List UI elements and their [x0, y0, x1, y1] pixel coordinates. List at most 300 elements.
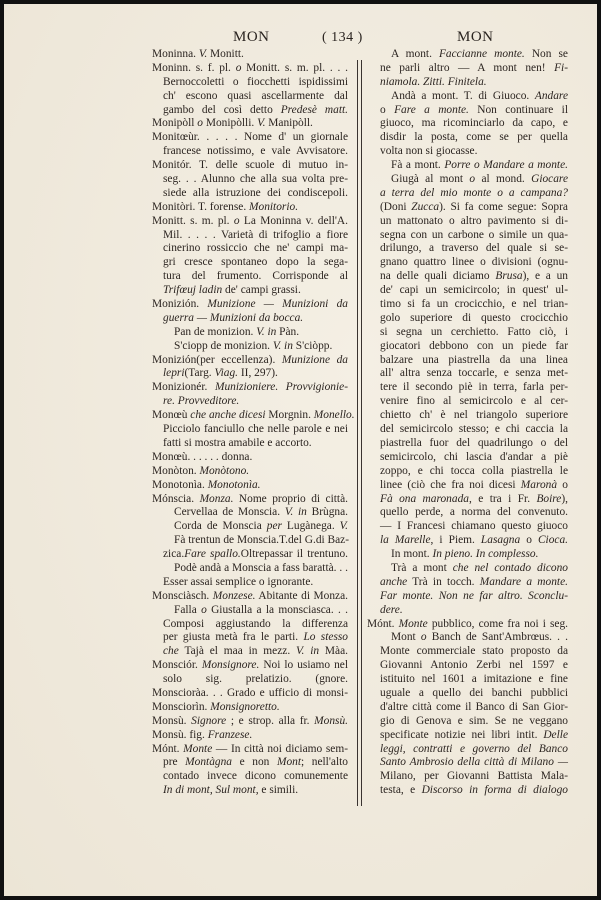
- right-column: [367, 48, 569, 798]
- text-line: [163, 756, 348, 770]
- italic-text: Signore: [191, 714, 227, 727]
- text-line: [174, 340, 348, 354]
- roman-text: Monitt. s. m. pl. . . .: [241, 61, 348, 74]
- roman-text: Monitòri. T. forense.: [152, 200, 250, 213]
- italic-text: Monotonìa.: [207, 478, 261, 491]
- text-line: [380, 284, 568, 298]
- text-line: [152, 493, 348, 507]
- text-line: [391, 159, 568, 173]
- roman-text: Mónt.: [367, 617, 399, 630]
- roman-text: ; e strop. alla fr.: [226, 714, 315, 727]
- text-line: [380, 229, 568, 243]
- roman-text: balzare una piastrella da una linea: [380, 353, 568, 366]
- text-line: [163, 256, 348, 270]
- roman-text: fatti si mostra amabile e accorto.: [163, 436, 312, 449]
- text-line: [380, 673, 568, 687]
- roman-text: S'ciòpp.: [292, 339, 333, 352]
- text-line: [163, 437, 348, 451]
- italic-text: Viag.: [214, 367, 239, 380]
- text-line: [152, 465, 348, 479]
- italic-text: Trifœuj ladin: [163, 284, 223, 297]
- roman-text: Monotonìa.: [152, 478, 208, 491]
- text-line: [152, 590, 348, 604]
- text-line: [380, 354, 568, 368]
- text-line: [152, 451, 348, 465]
- roman-text: specificate notizie nei libri intit.: [380, 728, 544, 741]
- italic-text: In pieno. In complesso.: [432, 548, 539, 561]
- text-line: [380, 604, 568, 618]
- text-line: [163, 770, 348, 784]
- roman-text: Esser assai semplice o ignorante.: [163, 575, 314, 588]
- text-line: [152, 701, 348, 715]
- text-line: [380, 715, 568, 729]
- italic-text: Lo stesso: [303, 631, 349, 644]
- roman-text: semicircolo, chi lascia d'andar a piè: [380, 450, 568, 463]
- running-head-right: MON: [457, 29, 494, 45]
- roman-text: ), e a un: [522, 270, 568, 283]
- text-line: [163, 312, 348, 326]
- roman-text: tura del frumento. Corrisponde al: [163, 270, 348, 283]
- roman-text: Monitœùr. . . . . Nome d' un giornale: [152, 131, 348, 144]
- text-line: [152, 687, 348, 701]
- italic-text: Monzese.: [212, 589, 256, 602]
- roman-text: giuoco, ma ricominciarlo da capo, e: [380, 117, 568, 130]
- text-line: [163, 618, 348, 632]
- roman-text: un mattonato o altro pavimento si di-: [380, 214, 568, 227]
- italic-text: Montàgna: [185, 756, 232, 769]
- roman-text: Cervellaa de Monscia.: [174, 506, 285, 519]
- roman-text: Monizionér.: [152, 381, 215, 394]
- italic-text: Santo Ambrosio della città di Milano —: [380, 756, 568, 769]
- text-line: [380, 409, 568, 423]
- text-line: [152, 215, 348, 229]
- text-line: [380, 76, 568, 90]
- roman-text: Brùgna.: [306, 506, 348, 519]
- italic-text: Monza.: [199, 492, 234, 505]
- italic-text: V.: [339, 520, 349, 533]
- italic-text: che anche dicesi: [190, 409, 266, 422]
- roman-text: Lugànega.: [281, 520, 340, 533]
- roman-text: Pan de monizion.: [174, 325, 257, 338]
- text-line: [163, 173, 348, 187]
- roman-text: Mil. . . . . Varietà di trifoglio a fiore: [163, 228, 348, 241]
- roman-text: timo si fa un crocicchio, e nel trian-: [380, 298, 568, 311]
- roman-text: Mont: [391, 631, 421, 644]
- roman-text: tere il secondo piè in terra, farla per-: [380, 381, 568, 394]
- text-line: [380, 576, 568, 590]
- text-line: [163, 270, 348, 284]
- roman-text: Abitante di Monza.: [255, 589, 348, 602]
- text-line: [163, 90, 348, 104]
- text-line: [380, 729, 568, 743]
- italic-text: Munizioniere. Provvigionie-: [215, 381, 348, 394]
- text-line: [380, 520, 568, 534]
- roman-text: In mont.: [391, 548, 433, 561]
- text-line: [380, 62, 568, 76]
- text-line: [380, 201, 568, 215]
- roman-text: Oltrepassar il trentuno.: [240, 548, 348, 561]
- italic-text: guerra — Munizioni da bocca.: [163, 311, 304, 324]
- italic-text: leggi, contratti e governo del Banco: [380, 742, 568, 755]
- text-line: [174, 520, 348, 534]
- italic-text: V. in: [296, 645, 320, 658]
- text-line: [163, 187, 348, 201]
- column-rule: [361, 60, 362, 806]
- roman-text: , i Piem.: [430, 534, 481, 547]
- roman-text: Noi lo usiamo nel: [259, 659, 348, 672]
- roman-text: Giustalla a la monsciasca. . .: [206, 603, 348, 616]
- italic-text: Lasagna: [480, 534, 521, 547]
- text-line: [380, 340, 568, 354]
- roman-text: Monitt. s. m. pl.: [152, 214, 234, 227]
- italic-text: Monsignoretto.: [210, 700, 280, 713]
- text-line: [163, 395, 348, 409]
- italic-text: Monello.: [313, 409, 355, 422]
- text-line: [380, 784, 568, 798]
- text-line: [152, 117, 348, 131]
- italic-text: Delle: [543, 728, 568, 741]
- roman-text: S'ciopp de monizion.: [174, 339, 273, 352]
- text-line: [163, 673, 348, 687]
- italic-text: Far monte. Non ne far altro. Sconclu-: [380, 589, 568, 602]
- text-line: [152, 729, 348, 743]
- roman-text: Bernoccoletti o fiocchetti ispidissimi: [163, 75, 348, 88]
- italic-text: Monte: [398, 617, 428, 630]
- roman-text: francese notissimo, e vale Avvisatore.: [163, 145, 348, 158]
- roman-text: Giovanni Antonio Zerbi nel 1597 e: [380, 659, 568, 672]
- roman-text: — In città noi diciamo sem-: [212, 742, 348, 755]
- roman-text: solo sig. prelatizio. (gnore.: [163, 673, 348, 686]
- roman-text: La Moninna v. dell'A.: [239, 214, 349, 227]
- roman-text: Non se: [524, 48, 568, 60]
- text-line: [163, 242, 348, 256]
- italic-text: o: [197, 117, 203, 130]
- roman-text: seg. . . Alunno che alla sua volta pre-: [163, 173, 348, 186]
- roman-text: Moninn. s. f. pl.: [152, 61, 236, 74]
- italic-text: Andare: [534, 89, 568, 102]
- text-line: [152, 659, 348, 673]
- italic-text: Discorso in forma di dialogo: [421, 784, 568, 797]
- text-line: [163, 784, 348, 798]
- text-line: [380, 423, 568, 437]
- roman-text: giocatori debbono con un piede far: [380, 339, 568, 352]
- italic-text: Faccianne monte.: [438, 48, 525, 60]
- italic-text: In di mont, Sul mont,: [163, 784, 259, 797]
- roman-text: Monscioràa. . . Grado e ufficio di monsi-: [152, 686, 348, 699]
- roman-text: , e tra i Fr.: [468, 492, 537, 505]
- italic-text: Fare a monte.: [394, 103, 469, 116]
- roman-text: Falla: [174, 603, 202, 616]
- column-rule: [357, 60, 358, 806]
- roman-text: Monsciàsch.: [152, 589, 213, 602]
- italic-text: Munizione — Munizioni da: [207, 298, 348, 311]
- roman-text: pre: [163, 756, 186, 769]
- roman-text: Non continuare il: [468, 103, 568, 116]
- italic-text: V. in: [272, 339, 293, 352]
- roman-text: (Targ.: [184, 367, 215, 380]
- roman-text: piastrella fuor del quadrilungo o del: [380, 436, 568, 449]
- roman-text: contado invece dicono comunemente: [163, 770, 348, 783]
- page-number: ( 134 ): [322, 30, 363, 45]
- roman-text: de' campi grassi.: [222, 284, 301, 297]
- italic-text: che nel contado dicono: [452, 561, 569, 574]
- roman-text: Monitt.: [207, 48, 244, 60]
- text-line: [380, 131, 568, 145]
- text-line: [391, 173, 568, 187]
- left-column: [152, 48, 355, 798]
- italic-text: Monòtono.: [199, 464, 250, 477]
- text-line: [152, 131, 348, 145]
- roman-text: Monœù: [152, 409, 191, 422]
- text-line: [152, 298, 348, 312]
- roman-text: ). Si fa come segue: Sopra: [439, 200, 568, 213]
- roman-text: Monitór. T. delle scuole di mutuo in-: [152, 159, 348, 172]
- roman-text: Banch de Sant'Ambrœus. . .: [426, 631, 569, 644]
- roman-text: gri cresce spontaneo dopo la sega-: [163, 256, 348, 269]
- italic-text: Mandare a monte.: [479, 575, 568, 588]
- text-line: [380, 145, 568, 159]
- roman-text: Manipòll.: [265, 117, 313, 130]
- roman-text: Trà in tocch.: [407, 575, 480, 588]
- text-line: [152, 479, 348, 493]
- roman-text: volta non si giocasse.: [380, 145, 478, 158]
- italic-text: o: [201, 603, 207, 616]
- roman-text: ne parli altro — A mont nen!: [380, 61, 555, 74]
- italic-text: Monte: [183, 742, 213, 755]
- text-line: [163, 631, 348, 645]
- text-line: [380, 117, 568, 131]
- text-line: [380, 659, 568, 673]
- roman-text: Monizión.: [152, 298, 208, 311]
- text-line: [380, 298, 568, 312]
- italic-text: V. in: [284, 506, 307, 519]
- text-line: [380, 395, 568, 409]
- roman-text: Mónt.: [152, 742, 184, 755]
- roman-text: Andà a mont. T. di Giuoco.: [391, 89, 535, 102]
- text-line: [380, 381, 568, 395]
- roman-text: Picciolo fanciullo che nelle parole e nei: [163, 423, 348, 436]
- italic-text: lepri: [163, 367, 185, 380]
- italic-text: anche: [380, 575, 408, 588]
- roman-text: — I Francesi chiamano questo giuoco: [380, 520, 568, 533]
- text-line: [152, 409, 355, 423]
- text-line: [163, 284, 348, 298]
- text-line: [380, 326, 568, 340]
- roman-text: Podè andà a Monscia a fass barattà. . .: [174, 561, 348, 574]
- roman-text: o: [557, 478, 568, 491]
- roman-text: al mond.: [475, 173, 532, 186]
- text-line: [380, 756, 568, 770]
- text-line: [174, 562, 348, 576]
- italic-text: Monsù.: [314, 714, 349, 727]
- roman-text: pubblico, come fra noi i seg.: [427, 617, 568, 630]
- roman-text: zica.: [163, 548, 185, 561]
- text-line: [163, 104, 348, 118]
- text-line: [391, 562, 568, 576]
- text-line: [174, 326, 348, 340]
- roman-text: Monizión(per eccellenza).: [152, 353, 282, 366]
- italic-text: o: [235, 61, 242, 74]
- roman-text: Tajà el maa in mezz.: [178, 645, 297, 658]
- roman-text: Nome proprio di città.: [233, 492, 348, 505]
- roman-text: linee (ciò che fra noi dicesi: [380, 478, 521, 491]
- roman-text: Fà trentun de Monscia.T.del G.di Baz-: [174, 534, 350, 547]
- roman-text: e simili.: [258, 784, 299, 797]
- italic-text: o: [469, 173, 476, 186]
- italic-text: Giocare: [531, 173, 568, 186]
- roman-text: testa, e: [380, 784, 422, 797]
- roman-text: istituito nel 1601 a imitazione e fine: [380, 673, 568, 686]
- roman-text: Monsù. fig.: [152, 728, 208, 741]
- italic-text: Porre o Mandare a monte.: [444, 159, 568, 172]
- roman-text: chietto ch' è nel triangolo superiore: [380, 409, 568, 422]
- roman-text: zoppo, e chi tocca colla piastrella le: [380, 464, 568, 477]
- roman-text: cinerino rossiccio che ne' campi ma-: [163, 242, 348, 255]
- roman-text: Mónscia.: [152, 492, 200, 505]
- text-line: [163, 548, 348, 562]
- text-line: [152, 354, 348, 368]
- italic-text: a terra del mio monte o a campana?: [380, 186, 568, 199]
- roman-text: disdir la posta, come se per quella: [380, 131, 568, 144]
- text-line: [152, 381, 348, 395]
- italic-text: o: [420, 631, 427, 644]
- text-line: [380, 242, 568, 256]
- roman-text: gnano quattro linee o divisioni (ognu-: [380, 256, 568, 269]
- italic-text: Fare spallo.: [184, 548, 241, 561]
- roman-text: de' capi un semicircolo; in quest' ul-: [380, 284, 568, 297]
- italic-text: Fi-: [554, 61, 568, 74]
- text-line: [174, 534, 348, 548]
- italic-text: Munizione da: [281, 353, 348, 366]
- text-line: [380, 506, 568, 520]
- text-line: [152, 159, 348, 173]
- italic-text: niamola. Zitti. Finitela.: [380, 75, 487, 88]
- text-line: [174, 604, 348, 618]
- roman-text: segna con un carbone o simile un qua-: [380, 228, 568, 241]
- roman-text: quello perde, a norma del convenuto.: [380, 506, 568, 519]
- text-line: [152, 715, 348, 729]
- italic-text: che: [163, 645, 179, 658]
- roman-text: II, 297).: [238, 367, 278, 380]
- roman-text: ch' escono quasi ascellarmente dal: [163, 89, 348, 102]
- text-line: [380, 687, 568, 701]
- roman-text: Monsù.: [152, 714, 192, 727]
- italic-text: per: [266, 520, 282, 533]
- italic-text: Monitorio.: [249, 200, 299, 213]
- roman-text: Milano, per Giovanni Battista Mala-: [380, 770, 568, 783]
- italic-text: o: [233, 214, 240, 227]
- roman-text: gambo del così detto: [163, 103, 281, 116]
- italic-text: dere.: [380, 603, 403, 616]
- running-head-left: MON: [233, 29, 270, 45]
- text-line: [152, 743, 348, 757]
- dictionary-page: [4, 4, 597, 896]
- text-line: [380, 645, 568, 659]
- text-line: [380, 367, 568, 381]
- text-line: [391, 548, 568, 562]
- roman-text: Monòton.: [152, 464, 200, 477]
- roman-text: si segna un cerchietto. Fatto ciò, i: [380, 325, 568, 338]
- roman-text: golo superiore di questo crocicchio: [380, 311, 568, 324]
- text-line: [380, 590, 568, 604]
- text-line: [380, 187, 568, 201]
- text-line: [380, 270, 568, 284]
- roman-text: Moninna.: [152, 48, 199, 60]
- italic-text: re. Provveditore.: [163, 395, 240, 408]
- italic-text: Brusa: [495, 270, 523, 283]
- italic-text: Predesè matt.: [280, 103, 348, 116]
- roman-text: Monsciorìn.: [152, 700, 211, 713]
- italic-text: Monsignore.: [201, 659, 260, 672]
- text-line: [380, 701, 568, 715]
- text-line: [163, 145, 348, 159]
- roman-text: na delle quali diciamo: [380, 270, 496, 283]
- roman-text: all' altra senza toccarle, e senza met-: [380, 367, 568, 380]
- italic-text: V.: [257, 117, 266, 130]
- roman-text: (Doni: [380, 200, 412, 213]
- text-line: [163, 645, 348, 659]
- text-line: [163, 367, 348, 381]
- italic-text: V.: [198, 48, 208, 60]
- roman-text: o: [380, 103, 395, 116]
- text-line: [380, 437, 568, 451]
- italic-text: Cioca.: [537, 534, 568, 547]
- roman-text: ),: [561, 492, 568, 505]
- roman-text: Giugà al mont: [391, 173, 470, 186]
- roman-text: A mont.: [391, 48, 439, 60]
- roman-text: per giusta metà fra le parti.: [163, 631, 304, 644]
- roman-text: o: [520, 534, 538, 547]
- text-line: [380, 493, 568, 507]
- text-line: [380, 465, 568, 479]
- roman-text: e non: [231, 756, 277, 769]
- roman-text: gio di Genova e sim. Se ne veggano: [380, 714, 568, 727]
- text-line: [380, 451, 568, 465]
- italic-text: Maronà: [520, 478, 558, 491]
- roman-text: Monœù. . . . . . donna.: [152, 450, 253, 463]
- roman-text: venire fino al semicircolo e al cer-: [380, 395, 568, 408]
- italic-text: Mont: [276, 756, 301, 769]
- italic-text: la Marelle: [380, 534, 431, 547]
- roman-text: Morgnin.: [265, 409, 314, 422]
- roman-text: drilungo, a traverso del quale si se-: [380, 242, 568, 255]
- italic-text: Zucca: [411, 200, 440, 213]
- text-line: [380, 256, 568, 270]
- roman-text: Màa.: [319, 645, 349, 658]
- text-line: [380, 743, 568, 757]
- text-line: [152, 48, 348, 62]
- roman-text: Corda de Monscia: [174, 520, 267, 533]
- roman-text: Monipòll: [152, 117, 198, 130]
- roman-text: uguale a quello dei banchi pubblici: [380, 686, 568, 699]
- roman-text: Fà a mont.: [391, 159, 445, 172]
- text-line: [380, 534, 568, 548]
- text-line: [391, 90, 568, 104]
- text-line: [174, 506, 348, 520]
- text-line: [380, 770, 568, 784]
- text-line: [163, 576, 348, 590]
- roman-text: Pàn.: [276, 325, 300, 338]
- text-line: [152, 62, 348, 76]
- text-line: [391, 631, 568, 645]
- text-line: [380, 312, 568, 326]
- roman-text: d'altre città come il Banco di San Gior-: [380, 700, 568, 713]
- italic-text: Fà ona maronada: [380, 492, 469, 505]
- roman-text: Trà a mont: [391, 561, 453, 574]
- text-line: [380, 479, 568, 493]
- text-line: [367, 618, 568, 632]
- text-line: [380, 215, 568, 229]
